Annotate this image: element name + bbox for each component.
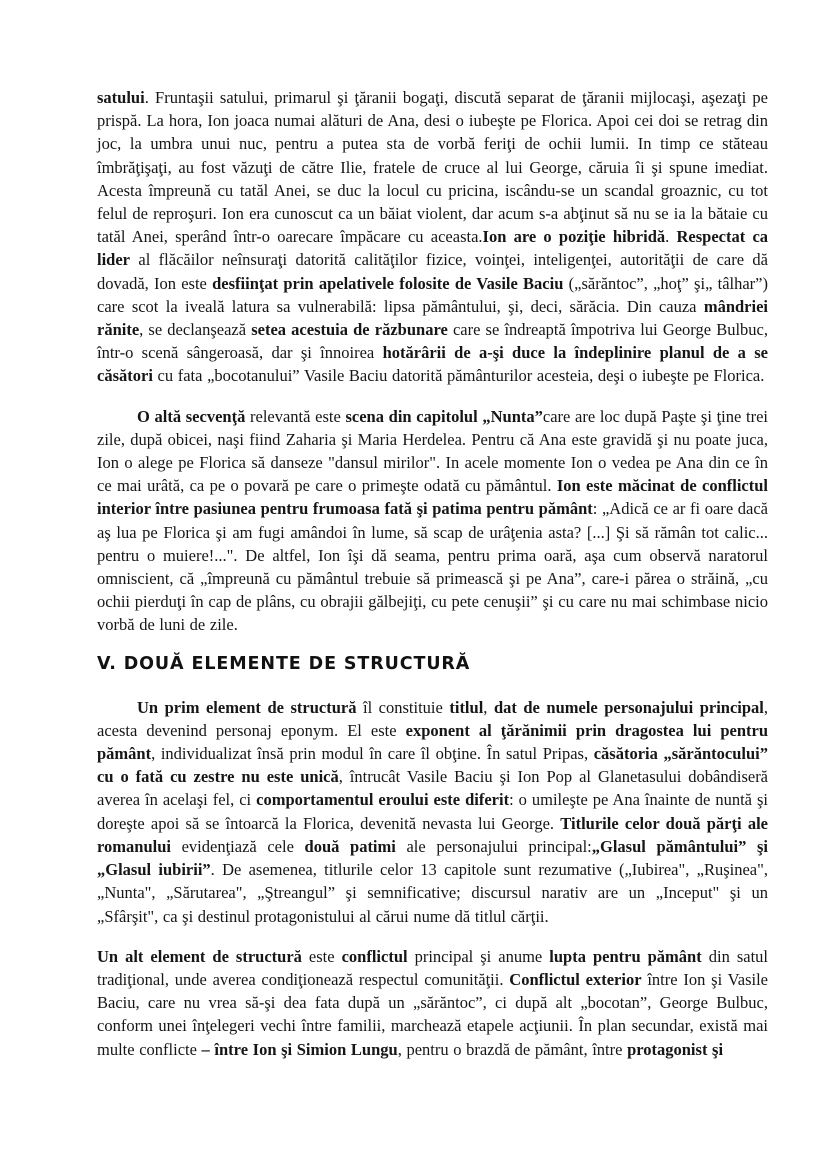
paragraph-prim-element [97, 696, 768, 928]
text-run: , acesta devenind personaj eponym. El este [97, 697, 769, 740]
bold-text-run: Ion este măcinat de conflictul interior între pasiunea pentru frumoasa fată şi patima pentru pământ [97, 476, 768, 519]
bold-text-run: hotărârii de a-şi duce la îndeplinire planul de a se căsători [97, 343, 769, 386]
bold-text-run: Un prim element de structură [137, 697, 357, 717]
text-run: , individualizat însă prin modul în care îl obţine. În satul Pripas, [151, 744, 594, 764]
paragraph-satului [97, 86, 768, 388]
text-run: : „Adică ce ar fi oare dacă aş lua pe Florica şi am fugi amândoi în lume, să scap de urâţenia asta? [...] Şi să rămân tot calic... pentru o muiere!...". De altfel, Ion îşi dă seama, pentru prima oară, aşa cum observă naratorul omniscient, că „împreună cu pământul trebuie să primească şi pe Ana”, care-i părea o străină, „cu ochii pierduţi în cap de plâns, cu obrajii gălbejiţi, cu pete cenuşii” şi cu care nu mai schimbase nicio vorbă de luni de zile. [97, 499, 768, 635]
text-run: al flăcăilor neînsuraţi datorită calităţilor fizice, voinţei, inteligenţei, autorităţii de care dă dovadă, Ion este [97, 250, 768, 293]
text-run: este [301, 946, 342, 966]
bold-text-run: Respectat ca lider [97, 227, 769, 270]
bold-text-run: comportamentul eroului este diferit [256, 790, 510, 810]
bold-text-run: Titlurile celor două părţi ale romanului [97, 813, 768, 856]
bold-text-run: – între Ion şi Simion Lungu [201, 1039, 398, 1059]
paragraph-alta-secventa [97, 405, 768, 637]
bold-text-run: două patimi [304, 836, 396, 856]
text-run: , [483, 697, 494, 717]
text-run: , pentru o brazdă de pământ, între [397, 1039, 628, 1059]
text-run: ale personajului principal: [395, 836, 592, 856]
text-run: : o umileşte pe Ana înainte de nuntă şi doreşte apoi să se întoarcă la Florica, devenită nevasta lui George. [97, 790, 768, 833]
bold-text-run: „Glasul pământului” şi „Glasul iubirii” [97, 836, 768, 880]
text-run: , se declanşează [139, 320, 252, 340]
text-run: . De asemenea, titlurile celor 13 capitole sunt rezumative („Iubirea", „Ruşinea", „Nunta", „Sărutarea", „Ştreangul” şi semnificative; discursul narativ are un „Inceput" şi un „Sfârşit", ca şi destinul protagonistului al cărui nume dă titlul cărţii. [97, 860, 768, 926]
paragraph-alt-element [97, 945, 768, 1061]
text-run: („sărăntoc”, „hoţ” şi„ tâlhar”) care scot la iveală latura sa vulnerabilă: lipsa pământului, şi, deci, sărăcia. Din cauza [97, 273, 768, 316]
bold-text-run: dat de numele personajului principal [493, 697, 764, 717]
bold-text-run: mândriei rănite [97, 296, 768, 340]
bold-text-run: Conflictul exterior [509, 969, 642, 989]
text-run: relevantă este [245, 406, 346, 426]
bold-text-run: O altă secvenţă [137, 406, 246, 426]
text-run: evidenţiază cele [170, 836, 305, 856]
text-run: , întrucât Vasile Baciu şi Ion Pop al Glanetasului dobândiseră averea în acelaşi fel, ci [97, 767, 769, 810]
bold-text-run: satului [97, 88, 145, 107]
bold-text-run: căsătoria „sărăntocului” cu o fată cu zestre nu este unică [97, 744, 768, 787]
text-run: . Fruntaşii satului, primarul şi ţăranii bogaţi, discută separat de ţăranii mijlocaşi, aşezaţi pe prispă. La hora, Ion joaca numai alături de Ana, desi o iubeşte pe Florica. Apoi cei doi se retrag din joc, la umbra unui nuc, pentru a putea sta de vorbă feriţi de ochii lumii. In timp ce stăteau îmbrăţişaţi, au fost văzuţi de către Ilie, fratele de cruce al lui George, căruia îi şi spune imediat. Acesta împreună cu tatăl Anei, se duc la locul cu pricina, iscându-se un scandal groaznic, cu tot felul de reproşuri. Ion era cunoscut ca un băiat violent, dar acum s-a abţinut să nu se ia la bătaie cu tatăl Anei, sperând într-o oarecare împăcare cu aceasta. [97, 88, 768, 247]
text-run: care se îndreaptă împotriva lui George Bulbuc, într-o scenă sângeroasă, dar şi înnoirea [97, 320, 769, 363]
text-run: . [665, 227, 677, 247]
text-run: îl constituie [356, 697, 450, 717]
bold-text-run: titlul [449, 697, 484, 717]
text-run: cu fata „bocotanului” Vasile Baciu datorită pământurilor acesteia, deşi o iubeşte pe Florica. [152, 366, 765, 386]
bold-text-run: exponent al ţărănimii prin dragostea lui pentru pământ [97, 720, 769, 764]
bold-text-run: lupta pentru pământ [549, 946, 702, 966]
text-run: între Ion şi Vasile Baciu, care nu vrea să-şi dea fata după un „sărăntoc”, ci după alt „bocotan”, George Bulbuc, conform unei înţelegeri vechi între familii, marchează etapele acţiunii. În plan secundar, există mai multe conflicte [97, 969, 768, 1059]
section-heading-doua-elemente: V. DOUĂ ELEMENTE DE STRUCTURĂ [97, 653, 471, 674]
bold-text-run: scena din capitolul „Nunta” [345, 406, 543, 426]
text-run: principal şi anume [407, 946, 550, 966]
text-run: care are loc după Paşte şi ţine trei zile, după obicei, naşi fiind Zaharia şi Maria Herdelea. Pentru că Ana este gravidă şi nu poate juca, Ion o alege pe Florica să danseze "dansul mirilor". In acele momente Ion o vedea pe Ana din ce în ce mai urâtă, ca pe o povară pe care o primeşte odată cu pământul. [97, 406, 769, 496]
bold-text-run: conflictul [341, 946, 408, 966]
text-run: din satul tradiţional, unde averea condiţionează respectul comunităţii. [97, 946, 768, 989]
bold-text-run: Un alt element de structură [97, 946, 302, 966]
bold-text-run: Ion are o poziţie hibridă [482, 227, 666, 247]
bold-text-run: protagonist şi [627, 1039, 724, 1059]
bold-text-run: desfiinţat prin apelativele folosite de Vasile Baciu [212, 273, 564, 293]
bold-text-run: setea acestuia de răzbunare [251, 320, 448, 340]
